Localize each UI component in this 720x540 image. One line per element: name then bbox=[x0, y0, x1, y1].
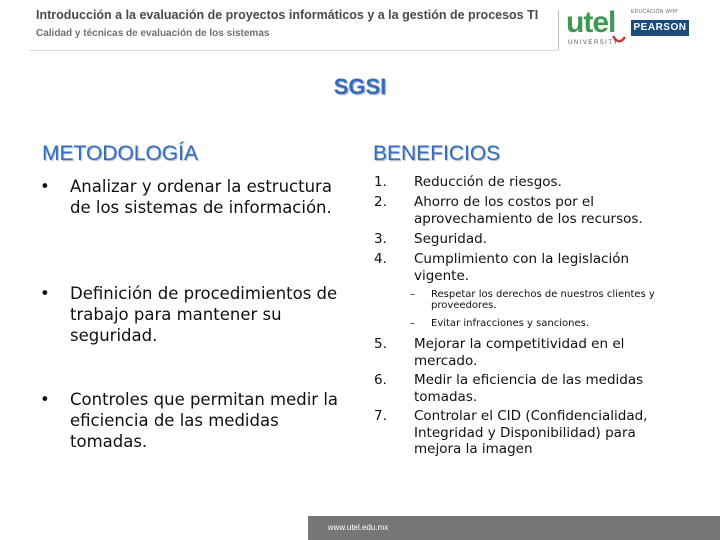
methodology-bullet bbox=[40, 176, 350, 218]
benefit-text: Ahorro de los costos por el aprovechamiento de los recursos. bbox=[414, 194, 643, 227]
benefit-item bbox=[374, 194, 674, 227]
methodology-bullet bbox=[40, 389, 350, 452]
benefit-number: 5. bbox=[374, 336, 387, 352]
benefit-number: 7. bbox=[374, 408, 387, 424]
benefit-text: Medir la eficiencia de las medidas tomadas. bbox=[414, 372, 644, 405]
benefit-item bbox=[374, 372, 674, 405]
course-subtitle: Calidad y técnicas de evaluación de los sistemas bbox=[36, 28, 270, 39]
benefit-text: Cumplimiento con la legislación vigente. bbox=[414, 251, 630, 284]
methodology-bullet bbox=[40, 283, 350, 346]
benefit-item bbox=[374, 231, 674, 248]
logo-divider bbox=[558, 10, 559, 50]
benefit-number: 3. bbox=[374, 231, 387, 247]
dash-icon: – bbox=[410, 318, 415, 329]
methodology-bullet-text: Analizar y ordenar la estructura de los sistemas de información. bbox=[70, 177, 332, 217]
footer-url: www.utel.edu.mx bbox=[327, 523, 389, 532]
dash-icon: – bbox=[410, 289, 415, 300]
benefit-number: 2. bbox=[374, 194, 387, 210]
partner-small-label: EDUCACIÓN WHP bbox=[631, 9, 678, 15]
methodology-bullet-text: Controles que permitan medir la eficiencia de las medidas tomadas. bbox=[70, 390, 339, 451]
course-title: Introducción a la evaluación de proyectos informáticos y a la gestión de procesos TI bbox=[36, 8, 539, 22]
bullet-icon: • bbox=[40, 284, 50, 303]
footer-bar bbox=[308, 516, 720, 540]
bullet-icon: • bbox=[40, 177, 50, 196]
benefit-item bbox=[374, 408, 674, 458]
benefit-number: 4. bbox=[374, 251, 387, 267]
utel-university-label: UNIVERSITY bbox=[568, 40, 620, 46]
benefit-number: 1. bbox=[374, 174, 387, 190]
benefit-subitem bbox=[410, 289, 690, 311]
slide-title: SGSI bbox=[333, 74, 387, 99]
header-divider bbox=[30, 50, 558, 51]
benefit-text: Controlar el CID (Confidencialidad, Integridad y Disponibilidad) para mejora la imagen bbox=[414, 408, 648, 457]
benefit-text: Seguridad. bbox=[414, 231, 488, 247]
methodology-heading: METODOLOGÍA bbox=[42, 142, 198, 165]
benefit-item bbox=[374, 251, 674, 284]
bullet-icon: • bbox=[40, 390, 50, 409]
utel-logo: utel bbox=[566, 6, 616, 39]
benefit-text: Mejorar la competitividad en el mercado. bbox=[414, 336, 625, 369]
benefit-subitem-text: Respetar los derechos de nuestros clientes y proveedores. bbox=[431, 289, 655, 311]
header-bar bbox=[0, 0, 720, 58]
benefit-item bbox=[374, 336, 674, 369]
pearson-logo: PEARSON bbox=[631, 20, 689, 36]
benefits-heading: BENEFICIOS bbox=[373, 142, 501, 165]
benefit-number: 6. bbox=[374, 372, 387, 388]
methodology-bullet-text: Definición de procedimientos de trabajo para mantener su seguridad. bbox=[70, 284, 338, 345]
benefit-text: Reducción de riesgos. bbox=[414, 174, 562, 190]
benefit-subitem-text: Evitar infracciones y sanciones. bbox=[431, 318, 590, 329]
benefit-item bbox=[374, 174, 674, 191]
benefit-subitem bbox=[410, 318, 690, 329]
